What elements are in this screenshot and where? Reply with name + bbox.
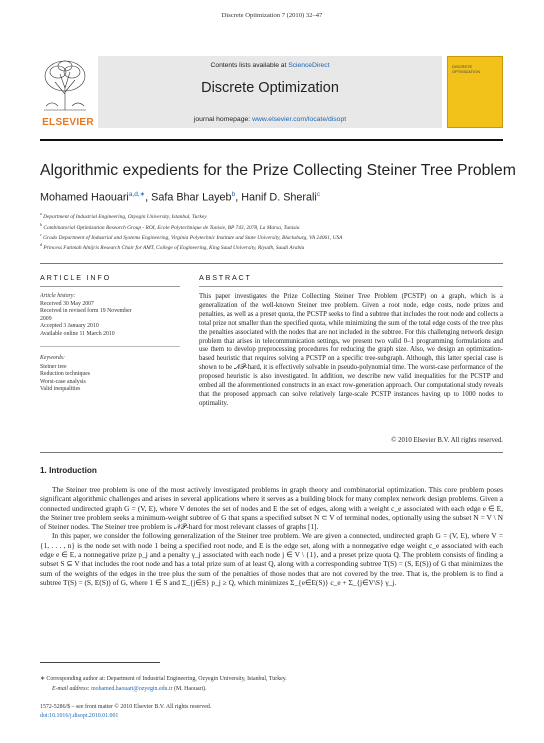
email-label: E-mail address: [52, 686, 92, 692]
abstract-bottom-rule [40, 452, 503, 453]
affiliation-marker: d [40, 242, 42, 247]
affiliation-marker: c [40, 232, 42, 237]
issn-line: 1572-5286/$ – see front matter © 2010 Elsevier B.V. All rights reserved. [40, 704, 212, 710]
doi-link[interactable]: doi:10.1016/j.disopt.2010.01.001 [40, 713, 119, 719]
publisher-name: ELSEVIER [42, 117, 94, 128]
abstract-text: This paper investigates the Prize Collecting Steiner Tree Problem (PCSTP) on a graph, which is a generalization of the well-known Steiner tree problem. Given a root node, edge costs, node prizes and penalties, as well as a preset quota, the PCSTP seeks to find a subtree that includes the root node and collects a total prize not smaller than the specified quota, while minimizing the sum of the total edge costs of the tree plus the penalties associated with the nodes that are not included in the subtree. For this challenging network design problem that arises in telecommunication settings, we present two valid 0–1 programming formulations and use them to develop preprocessing procedures for reducing the graph size. Also, we design an optimization-based heuristic that requires solving a PCSTP on a specific tree-subgraph. Although, this latter special case is shown to be 𝒩𝒫-hard, it is effectively solvable in pseudo-polynomial time. The worst-case performance of the proposed heuristic is also investigated. In addition, we describe new valid inequalities for the PCSTP and embed all the aforementioned constructs in an exact row-generation approach. Our computational study reveals that the proposed approach can solve relatively large-scale PCSTP instances having up to 1000 nodes to optimality. [199, 293, 503, 407]
footnote-rule [40, 662, 160, 663]
abstract-copyright: © 2010 Elsevier B.V. All rights reserved. [391, 437, 503, 444]
article-history-label: Article history: [40, 293, 76, 299]
affiliation-text: Grado Department of Industrial and Systems Engineering, Virginia Polytechnic Institute and State University, Blacksburg, VA 24061, USA [43, 234, 343, 241]
journal-name: Discrete Optimization [201, 80, 339, 96]
author-name: Hanif D. Sherali [241, 191, 317, 204]
contents-line [98, 62, 442, 69]
homepage-prefix: journal homepage: [193, 116, 253, 123]
email-suffix: (M. Haouari). [172, 686, 207, 692]
paragraph: In this paper, we consider the following generalization of the Steiner tree problem. We are given a connected, undirected graph G = (V, E), where V = {1, . . . , n} is the node set with node 1 being a specified root node, and E is the edge set, along with a nonnegative edge weight c_e associated with each edge e ∈ E, a nonnegative prize p_j and a penalty γ_j associated with each node j ∈ V \ {1}, and a preset prize quota Q. The problem consists of finding a subset S ⊆ V that includes the root node and has a total prize sum of at least Q, along with a corresponding subtree T(S) = (S, E(S)) of G that minimizes the sum of the weights of the edges in the tree plus the sum of the penalties of those nodes that are not covered by the tree. That is, the problem is to find a subtree T(S) = (S, E(S)) of G, where 1 ∈ S and Σ_{j∈S} p_j ≥ Q, which minimizes Σ_{e∈E(S)} c_e + Σ_{j∈V\S} γ_j. [40, 531, 503, 587]
header-rule [40, 139, 503, 141]
affiliation [40, 232, 342, 241]
email-note [52, 686, 207, 692]
affiliation-marker: b [40, 222, 42, 227]
author-list: Mohamed Haouari$^{a,d,∗}$, Safa Bhar Layeb$^b$, Hanif D. Sherali$^c$ [40, 191, 321, 204]
history-entry: Received 30 May 2007 [40, 301, 94, 307]
keywords-rule [40, 346, 180, 347]
keyword: Reduction techniques [40, 371, 91, 378]
history-entry: Available online 11 March 2010 [40, 330, 115, 337]
affiliation-text: Princess Fatimah Alnijris Research Chair for AMT, College of Engineering, King Saud University, Riyadh, Saudi Arabia [43, 244, 305, 251]
author-affiliation-marker[interactable]: c [316, 191, 321, 198]
introduction-body [40, 485, 503, 587]
journal-homepage [98, 116, 442, 123]
author-affiliation-marker[interactable]: b [231, 191, 236, 198]
affiliation [40, 222, 300, 231]
article-info-heading: ARTICLE INFO [40, 273, 111, 282]
abstract-heading: ABSTRACT [199, 273, 252, 282]
keywords-label: Keywords: [40, 355, 65, 361]
affiliation-text: Combinatorial Optimization Research Group - ROI, Ecole Polytechnique de Tunisie, BP 743, 2078, La Marsa, Tunisia [43, 224, 300, 231]
abstract-rule [199, 286, 503, 287]
keyword: Steiner tree [40, 364, 67, 370]
running-header: Discrete Optimization 7 (2010) 32–47 [221, 12, 323, 19]
affiliation-rule [40, 263, 503, 264]
contents-prefix: Contents lists available at [210, 62, 289, 69]
cover-title: DISCRETE OPTIMIZATION [452, 64, 481, 74]
author-name: Safa Bhar Layeb [151, 191, 232, 204]
author-affiliation-marker[interactable]: a,d,∗ [128, 191, 146, 198]
sciencedirect-link[interactable]: ScienceDirect [288, 62, 330, 69]
keywords-list [40, 364, 180, 394]
article-title: Algorithmic expedients for the Prize Collecting Steiner Tree Problem [40, 162, 516, 179]
elsevier-tree-logo [40, 56, 90, 112]
journal-cover-thumbnail [447, 56, 503, 128]
keyword: Valid inequalities [40, 386, 81, 393]
affiliation [40, 242, 304, 251]
author-name: Mohamed Haouari [40, 191, 129, 204]
keyword: Worst-case analysis [40, 378, 86, 385]
doi-line [40, 713, 118, 719]
homepage-link[interactable]: www.elsevier.com/locate/disopt [252, 116, 347, 123]
article-info-rule [40, 286, 180, 287]
affiliation [40, 211, 207, 220]
corresponding-author-note: ∗ Corresponding author at: Department of Industrial Engineering, Ozyegin University, Istanbul, Turkey. [40, 676, 287, 682]
paragraph: The Steiner tree problem is one of the most actively investigated problems in graph theory and combinatorial optimization. This core problem poses significant algorithmic challenges and arises in several applications where it serves as a building block for many complex network design problems. Given a connected undirected graph G = (V, E), where V denotes the set of nodes and E the set of edges, along with a weight c_e associated with each edge e ∈ E, the Steiner tree problem seeks a minimum-weight subtree of G that spans a specified subset N ⊂ V of terminal nodes, optionally using the subset N = V \ N of Steiner nodes. The Steiner tree problem is 𝒩𝒫-hard for most relevant classes of graphs [1]. [40, 485, 503, 532]
history-entry: 2009 [40, 315, 52, 322]
history-entry: Received in revised form 19 November [40, 308, 132, 315]
affiliation-text: Department of Industrial Engineering, Ozyegin University, Istanbul, Turkey [43, 213, 207, 220]
history-entry: Accepted 3 January 2010 [40, 323, 99, 330]
email-link[interactable]: mohamed.haouari@ozyegin.edu.tr [91, 686, 173, 692]
section-heading-introduction: 1. Introduction [40, 466, 97, 475]
article-history [40, 301, 180, 338]
affiliation-marker: a [40, 211, 42, 216]
